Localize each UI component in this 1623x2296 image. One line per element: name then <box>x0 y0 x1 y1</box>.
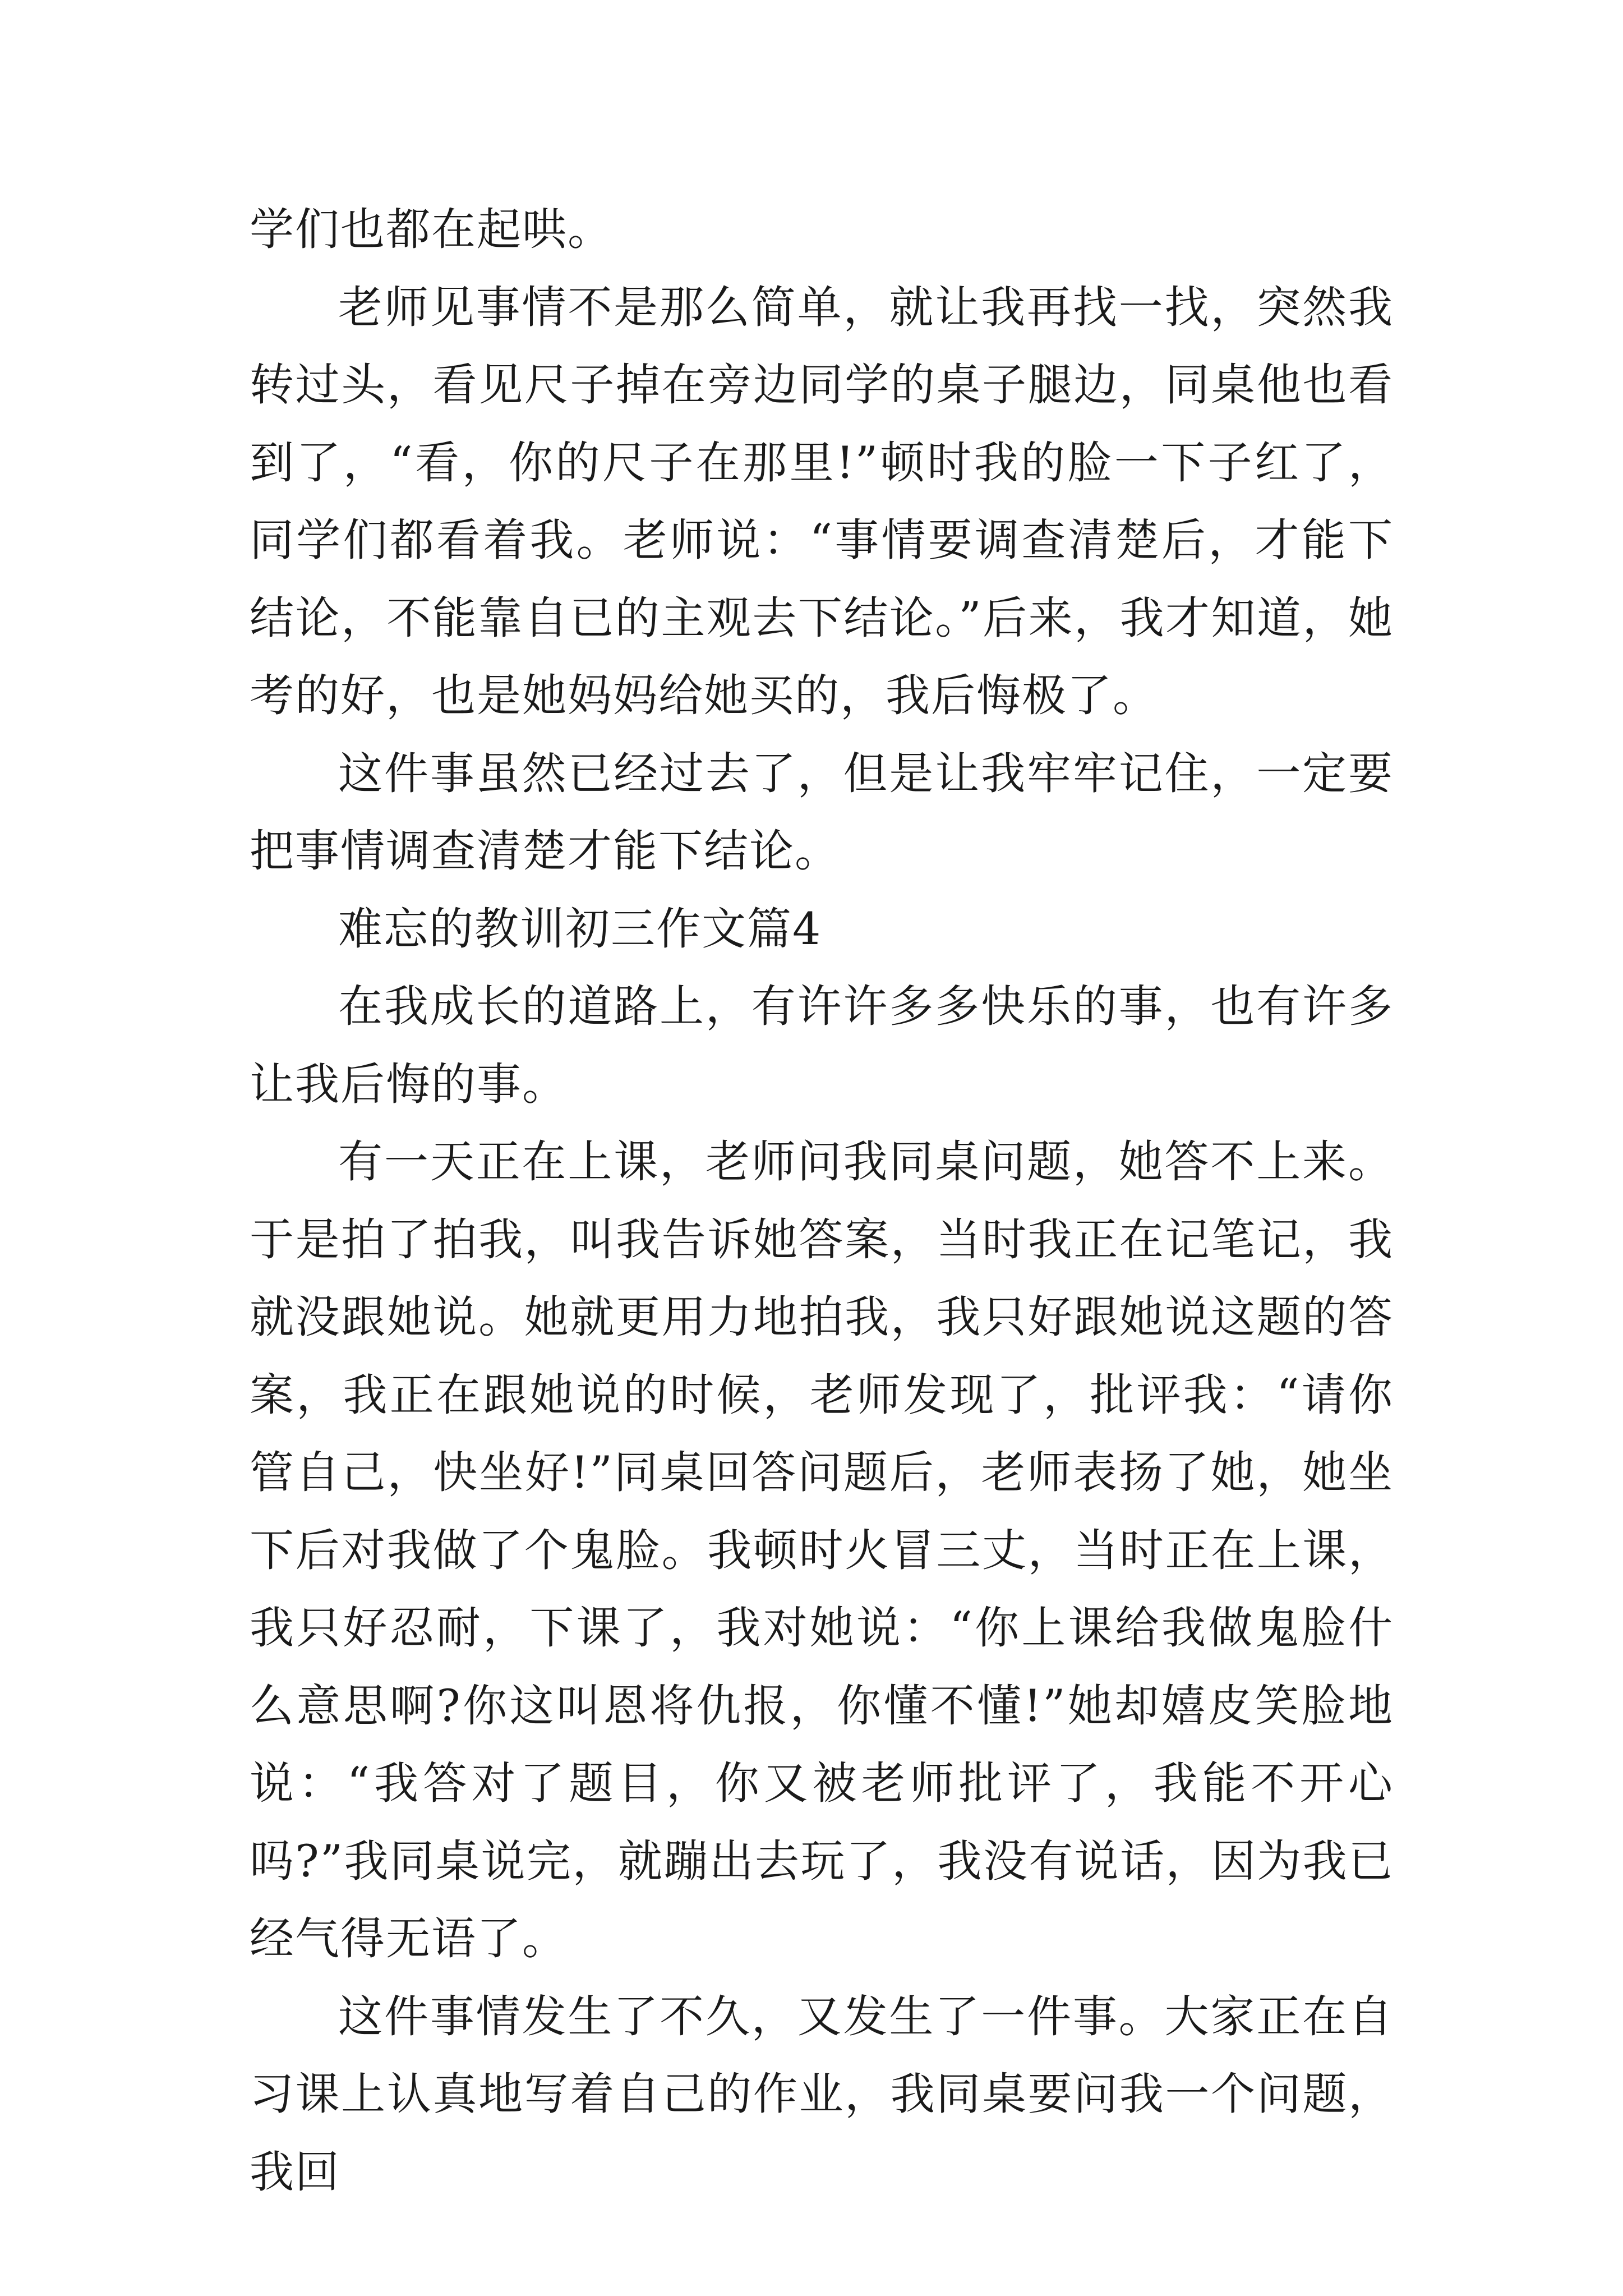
paragraph: 这件事虽然已经过去了，但是让我牢牢记住，一定要把事情调查清楚才能下结论。 <box>250 747 1394 877</box>
paragraph: 在我成长的道路上，有许许多多快乐的事，也有许多让我后悔的事。 <box>250 981 1394 1110</box>
document-body <box>250 191 1394 2211</box>
section-heading: 难忘的教训初三作文篇4 <box>338 903 822 955</box>
paragraph: 这件事情发生了不久，又发生了一件事。大家正在自习课上认真地写着自己的作业，我同桌要问我一个问题，我回 <box>250 1990 1394 2198</box>
paragraph-continuation: 学们也都在起哄。 <box>250 204 613 255</box>
paragraph: 有一天正在上课，老师问我同桌问题，她答不上来。于是拍了拍我，叫我告诉她答案，当时我正在记笔记，我就没跟她说。她就更用力地拍我，我只好跟她说这题的答案，我正在跟她说的时候，老师发现了，批评我：“请你管自己，快坐好!”同桌回答问题后，老师表扬了她，她坐下后对我做了个鬼脸。我顿时火冒三丈，当时正在上课，我只好忍耐，下课了，我对她说：“你上课给我做鬼脸什么意思啊?你这叫恩将仇报，你懂不懂!”她却嬉皮笑脸地说：“我答对了题目，你又被老师批评了，我能不开心吗?”我同桌说完，就蹦出去玩了，我没有说话，因为我已经气得无语了。 <box>250 1136 1394 1964</box>
paragraph: 老师见事情不是那么简单，就让我再找一找，突然我转过头，看见尺子掉在旁边同学的桌子腿边，同桌他也看到了，“看，你的尺子在那里!”顿时我的脸一下子红了，同学们都看着我。老师说：“事情要调查清楚后，才能下结论，不能靠自已的主观去下结论。”后来，我才知道，她考的好，也是她妈妈给她买的，我后悔极了。 <box>250 281 1394 721</box>
